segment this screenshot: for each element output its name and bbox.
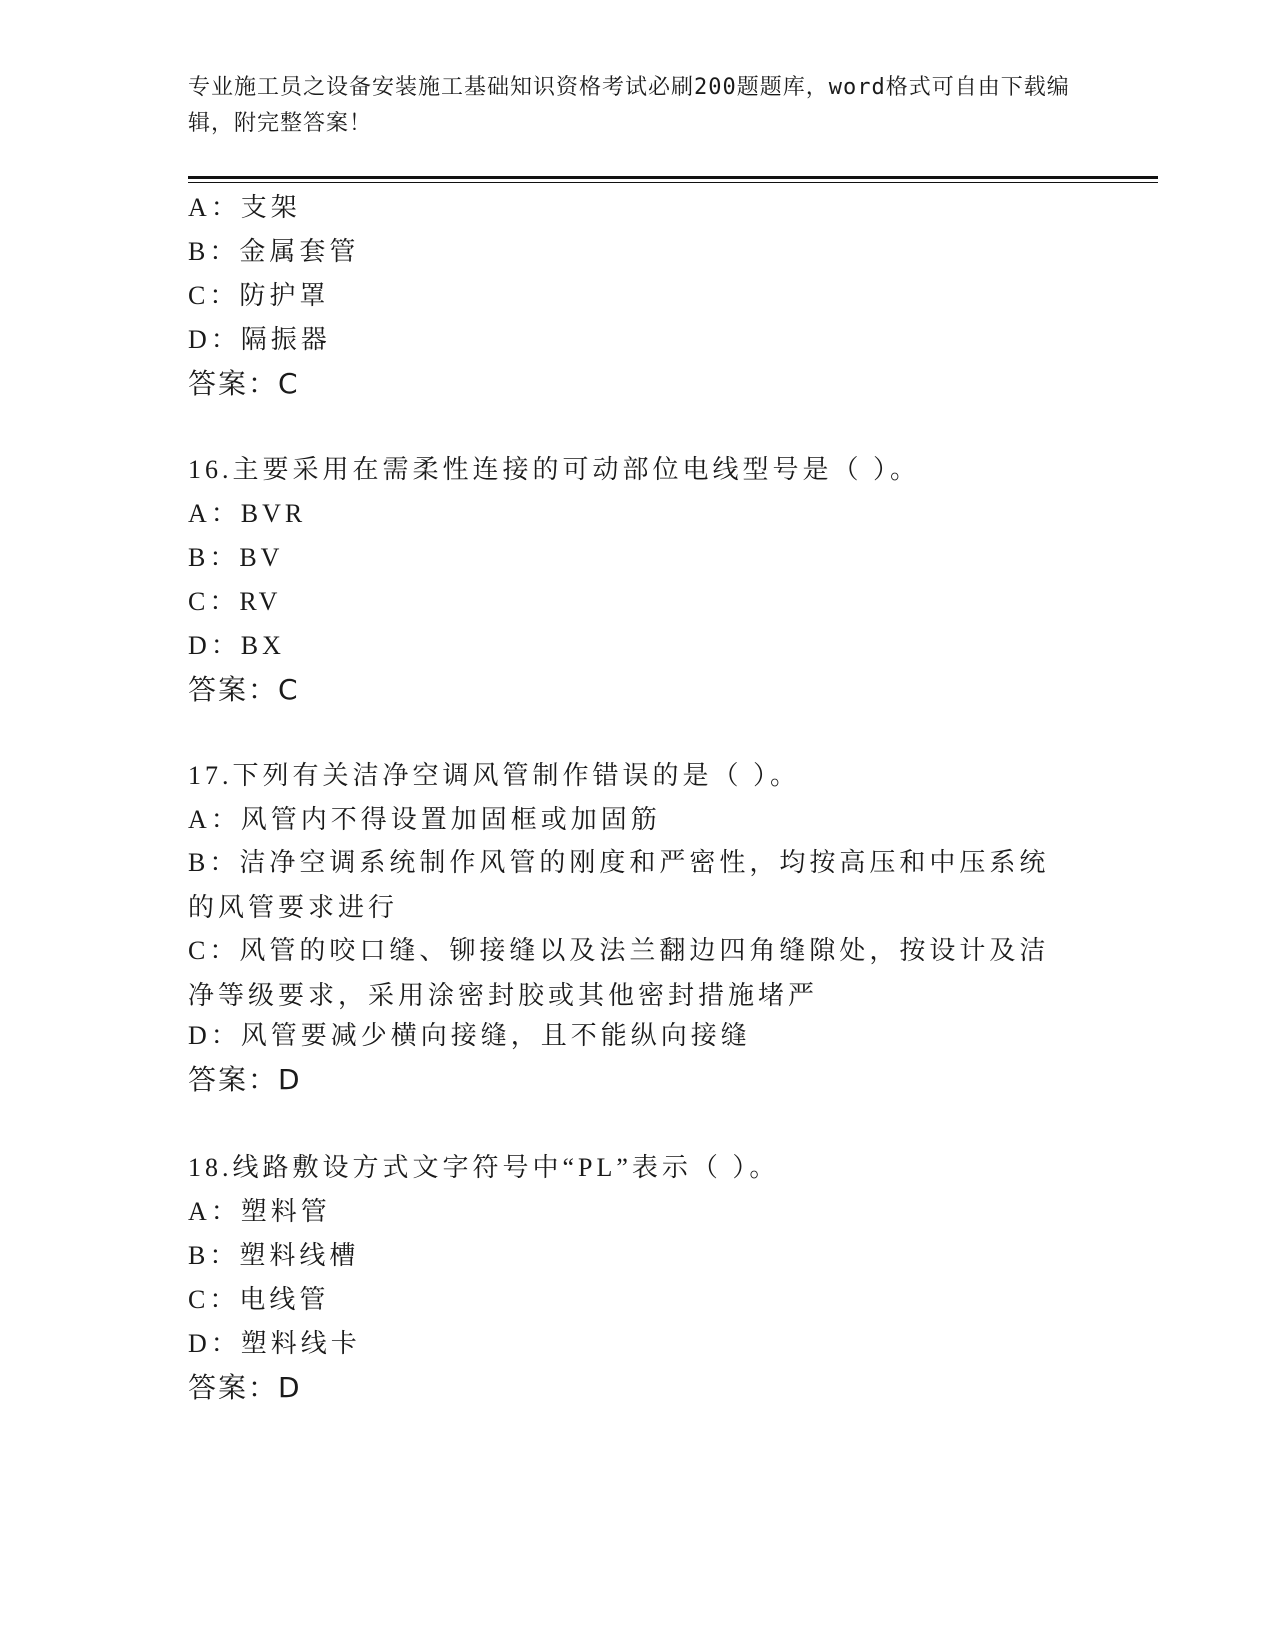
q17-option-d: D：风管要减少横向接缝，且不能纵向接缝: [188, 1021, 751, 1050]
q18-option-a: A：塑料管: [188, 1197, 331, 1226]
q16-answer: 答案：C: [188, 673, 300, 706]
q15-option-c: C：防护罩: [188, 281, 330, 310]
q17-answer: 答案：D: [188, 1063, 302, 1096]
q16-option-d: D：BX: [188, 631, 285, 660]
document-header: 专业施工员之设备安装施工基础知识资格考试必刷200题题库，word格式可自由下载编辑，附完整答案！: [188, 75, 1070, 136]
q15-option-a: A：支架: [188, 193, 301, 222]
q15-answer: 答案：C: [188, 367, 300, 400]
q17-option-b: B：洁净空调系统制作风管的刚度和严密性，均按高压和中压系统的风管要求进行: [188, 848, 1050, 922]
header-divider-thick: [188, 176, 1158, 179]
q16-option-a: A：BVR: [188, 499, 307, 528]
q18-option-d: D：塑料线卡: [188, 1329, 361, 1358]
q15-option-b: B：金属套管: [188, 237, 360, 266]
q17-question: 17.下列有关洁净空调风管制作错误的是（ ）。: [188, 761, 801, 790]
q16-question: 16.主要采用在需柔性连接的可动部位电线型号是（ ）。: [188, 455, 921, 484]
q15-option-d: D：隔振器: [188, 325, 331, 354]
q16-option-c: C：RV: [188, 587, 282, 616]
q18-option-b: B：塑料线槽: [188, 1241, 360, 1270]
q18-question: 18.线路敷设方式文字符号中“PL”表示（ ）。: [188, 1153, 780, 1182]
q18-answer: 答案：D: [188, 1371, 302, 1404]
q17-option-c: C：风管的咬口缝、铆接缝以及法兰翻边四角缝隙处，按设计及洁净等级要求，采用涂密封胶或其他密封措施堵严: [188, 936, 1050, 1010]
q16-option-b: B：BV: [188, 543, 284, 572]
header-divider-thin: [188, 182, 1158, 183]
q18-option-c: C：电线管: [188, 1285, 330, 1314]
q17-option-a: A：风管内不得设置加固框或加固筋: [188, 805, 661, 834]
